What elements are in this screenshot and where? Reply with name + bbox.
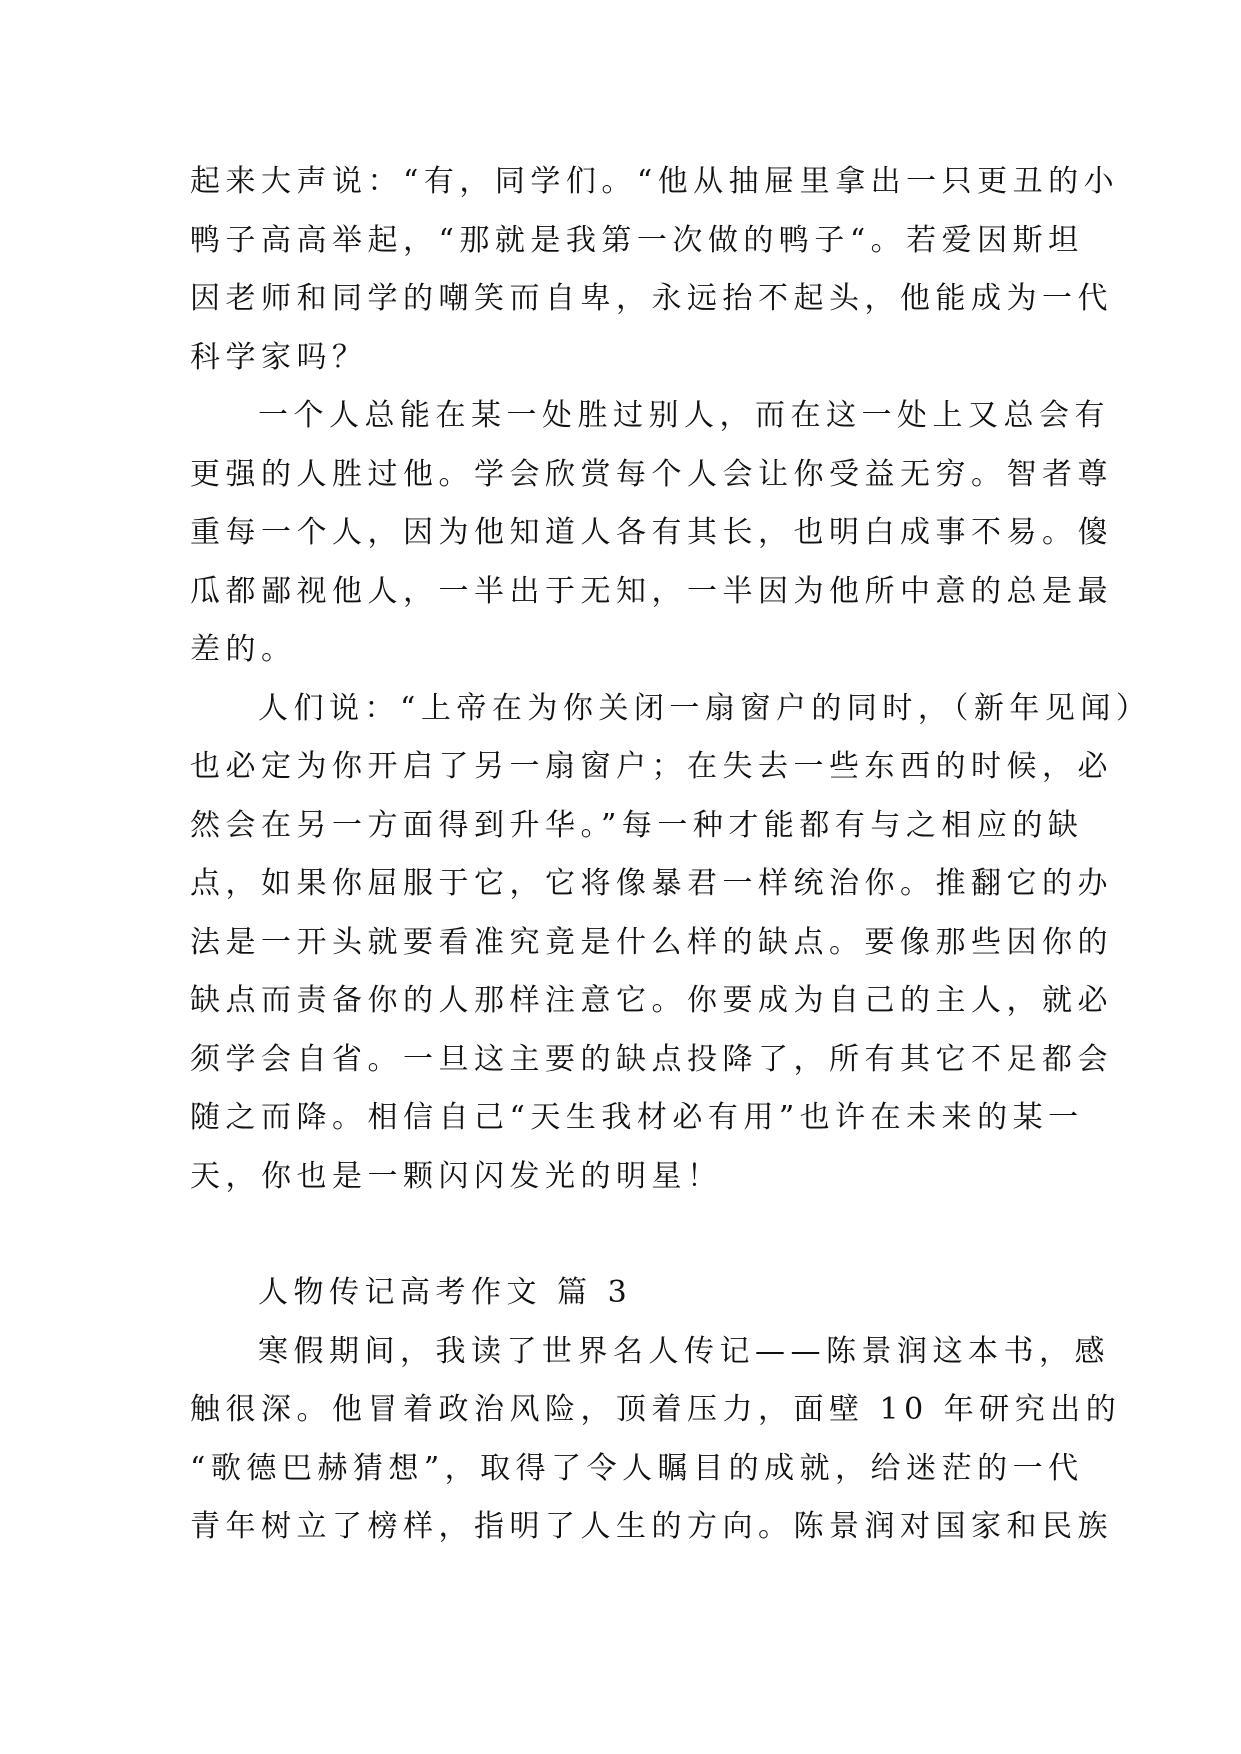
text-line: 然会在另一方面得到升华。”每一种才能都有与之相应的缺: [190, 807, 1084, 843]
text-line: 缺点而责备你的人那样注意它。你要成为自己的主人，就必: [190, 983, 1113, 1018]
text-line: 一个人总能在某一处胜过别人，而在这一处上又总会有: [258, 398, 1110, 433]
paragraph-appreciate-others: [190, 387, 1113, 680]
text-line: 起来大声说：“有，同学们。“他从抽屉里拿出一只更丑的小: [190, 164, 1120, 199]
text-line: 因老师和同学的嘲笑而自卑，永远抬不起头，他能成为一代: [190, 281, 1113, 316]
text-line: 青年树立了榜样，指明了人生的方向。陈景润对国家和民族: [190, 1509, 1113, 1544]
text-line: 触很深。他冒着政治风险，顶着压力，面壁 10 年研究出的: [190, 1392, 1122, 1427]
text-line: 法是一开头就要看准究竟是什么样的缺点。要像那些因你的: [190, 924, 1113, 960]
text-line: 随之而降。相信自己“天生我材必有用”也许在未来的某一: [190, 1100, 1084, 1135]
text-line: 鸭子高高举起，“那就是我第一次做的鸭子“。若爱因斯坦: [190, 222, 1084, 258]
paragraph-einstein-continuation: [190, 153, 1120, 387]
text-line: 须学会自省。一旦这主要的缺点投降了，所有其它不足都会: [190, 1041, 1113, 1077]
blank-line: [190, 1206, 1060, 1264]
text-line: 寒假期间，我读了世界名人传记——陈景润这本书，感: [258, 1333, 1110, 1369]
document-body: [190, 153, 1152, 1557]
text-line: 更强的人胜过他。学会欣赏每个人会让你受益无穷。智者尊: [190, 456, 1113, 492]
section-heading: 人物传记高考作文 篇 3: [258, 1275, 633, 1310]
text-line: “歌德巴赫猜想”，取得了令人瞩目的成就，给迷茫的一代: [190, 1450, 1084, 1486]
text-line: 也必定为你开启了另一扇窗户；在失去一些东西的时候，必: [190, 749, 1113, 784]
text-line: 点，如果你屈服于它，它将像暴君一样统治你。推翻它的办: [190, 866, 1113, 901]
text-line: 人们说：“上帝在为你关闭一扇窗户的同时，（新年见闻）: [258, 690, 1152, 726]
text-line: 瓜都鄙视他人，一半出于无知，一半因为他所中意的总是最: [190, 573, 1113, 609]
text-line: 重每一个人，因为他知道人各有其长，也明白成事不易。傻: [190, 515, 1113, 550]
text-line: 天，你也是一颗闪闪发光的明星！: [190, 1158, 723, 1194]
paragraph-window-saying: [190, 680, 1152, 1207]
text-line: 科学家吗？: [190, 339, 368, 375]
text-line: 差的。: [190, 632, 297, 667]
paragraph-chen-jingrun: [190, 1323, 1122, 1557]
